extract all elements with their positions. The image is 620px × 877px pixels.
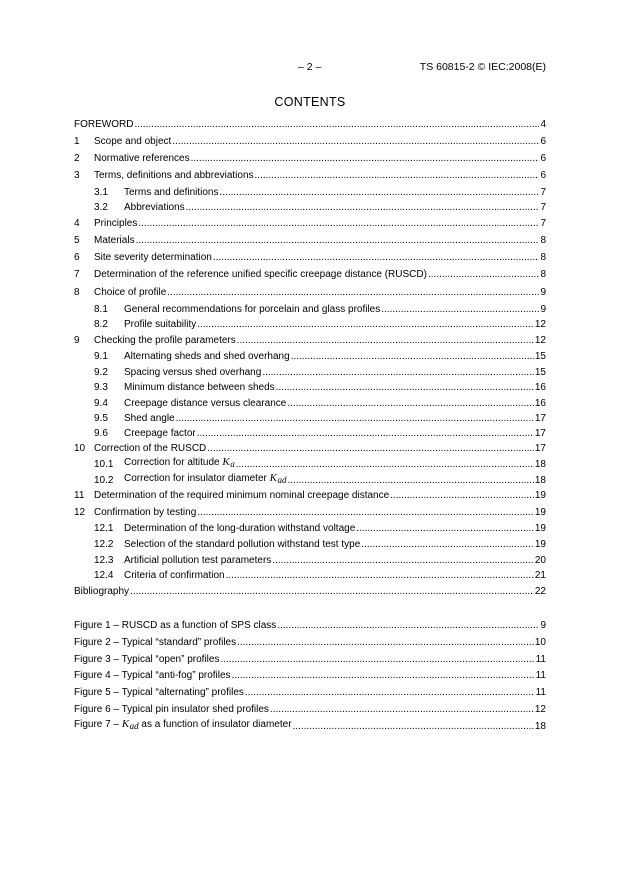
toc-entry-label: [94, 251, 212, 264]
toc-entry-title: Alternating sheds and shed overhang: [124, 351, 290, 362]
toc-entry-label: [94, 234, 135, 247]
toc-entry-number: 12.4: [94, 570, 114, 581]
toc-entry-number: 9.6: [94, 428, 108, 439]
leader-dots: [361, 538, 534, 551]
toc-entry-title: Terms, definitions and abbreviations: [94, 170, 254, 181]
toc-entry-number: 1: [74, 136, 80, 147]
figure-entry[interactable]: [74, 686, 546, 699]
page-header-doc-id: TS 60815-2 © IEC:2008(E): [419, 61, 546, 73]
toc-entry-title: Criteria of confirmation: [124, 570, 225, 581]
figure-entry[interactable]: [74, 669, 546, 682]
toc-entry-number: 5: [74, 235, 80, 246]
toc-entry[interactable]: [74, 118, 546, 131]
leader-dots: [220, 653, 534, 666]
toc-entry-page: 11: [535, 654, 546, 665]
leader-dots: [428, 268, 539, 281]
toc-entry-label: [94, 442, 206, 455]
toc-entry[interactable]: [74, 152, 546, 165]
toc-entry-title: Figure 3 – Typical “open” profiles: [74, 654, 220, 665]
toc-entry-label: [124, 412, 175, 425]
toc-entry-label: [74, 669, 231, 682]
toc-entry-title: Correction for altitude: [124, 457, 223, 468]
toc-entry[interactable]: [74, 442, 546, 455]
toc-entry-page: 17: [534, 428, 546, 439]
toc-entry-page: 18: [534, 475, 546, 486]
toc-entry[interactable]: [74, 489, 546, 502]
leader-dots: [176, 412, 534, 425]
leader-dots: [232, 669, 535, 682]
toc-entry-title: Minimum distance between sheds: [124, 382, 275, 393]
leader-dots: [186, 201, 540, 214]
toc-entry-title: Abbreviations: [124, 202, 185, 213]
toc-entry-title: Figure 5 – Typical “alternating” profiles: [74, 687, 244, 698]
toc-entry-title: Figure 4 – Typical “anti-fog” profiles: [74, 670, 231, 681]
toc-entry-number: 3.1: [94, 187, 108, 198]
toc-entry-page: 19: [534, 490, 546, 501]
toc-entry-title-cont: as a function of insulator diameter: [138, 719, 292, 730]
toc-entry[interactable]: [74, 522, 546, 535]
toc-entry-label: [74, 585, 129, 598]
k-symbol: Ka: [222, 456, 235, 469]
toc-entry-number: 9.2: [94, 367, 108, 378]
toc-entry-page: 15: [534, 367, 546, 378]
toc-entry[interactable]: [74, 268, 546, 281]
toc-entry-label: [124, 186, 219, 199]
toc-entry-page: 9: [540, 620, 546, 631]
toc-entry-number: 11: [74, 490, 85, 501]
toc-entry-label: [74, 636, 236, 649]
toc-entry-title: Terms and definitions: [124, 187, 219, 198]
leader-dots: [197, 318, 534, 331]
toc-entry-number: 9.1: [94, 351, 108, 362]
leader-dots: [197, 506, 534, 519]
toc-entry-label: [94, 135, 171, 148]
toc-entry-title: Selection of the standard pollution withstand test type: [124, 539, 361, 550]
toc-entry-page: 7: [540, 202, 546, 213]
leader-dots: [136, 234, 540, 247]
toc-entry[interactable]: [74, 318, 546, 331]
toc-entry-title: Figure 1 – RUSCD as a function of SPS class: [74, 620, 277, 631]
toc-entry-page: 7: [540, 218, 546, 229]
toc-entry-label: [74, 619, 276, 632]
toc-entry-label: [94, 268, 427, 281]
toc-entry-page: 4: [540, 119, 546, 130]
toc-entry-page: 19: [534, 507, 546, 518]
toc-entry[interactable]: [74, 286, 546, 299]
toc-entry-title: Figure 2 – Typical “standard” profiles: [74, 637, 237, 648]
toc-entry-title: Scope and object: [94, 136, 172, 147]
toc-entry-label: [124, 366, 261, 379]
toc-entry-title: Normative references: [94, 153, 190, 164]
toc-entry-number: 4: [74, 218, 80, 229]
leader-dots: [220, 186, 540, 199]
toc-entry-label: [94, 152, 190, 165]
toc-entry-number: 9.5: [94, 413, 108, 424]
toc-entry-page: 16: [534, 382, 546, 393]
toc-entry-title: Determination of the long-duration withstand voltage: [124, 523, 356, 534]
toc-entry[interactable]: [74, 169, 546, 182]
toc-entry-page: 6: [540, 136, 546, 147]
toc-entry-number: 7: [74, 269, 80, 280]
leader-dots: [237, 636, 534, 649]
toc-entry-page: 6: [540, 153, 546, 164]
leader-dots: [356, 522, 534, 535]
leader-dots: [381, 303, 539, 316]
toc-entry[interactable]: [74, 554, 546, 567]
k-symbol: Kad: [121, 718, 139, 731]
toc-entry-label: [124, 318, 196, 331]
toc-entry-page: 17: [534, 443, 546, 454]
toc-entry[interactable]: [74, 217, 546, 230]
leader-dots: [262, 366, 534, 379]
toc-entry-label: [94, 506, 196, 519]
toc-entry-title: Figure 6 – Typical pin insulator shed profiles: [74, 704, 269, 715]
toc-entry-page: 20: [534, 555, 546, 566]
toc-entry-page: 15: [534, 351, 546, 362]
toc-entry-label: [124, 456, 235, 471]
toc-entry-label: [124, 303, 380, 316]
toc-entry[interactable]: [74, 201, 546, 214]
leader-dots: [207, 442, 534, 455]
leader-dots: [287, 474, 533, 487]
toc-entry-label: [124, 554, 271, 567]
toc-entry-label: [124, 427, 196, 440]
toc-entry-number: 8.2: [94, 319, 108, 330]
toc-entry-page: 18: [534, 459, 546, 470]
toc-entry-title: Correction of the RUSCD: [94, 443, 207, 454]
toc-entry-page: 9: [540, 304, 546, 315]
toc-entry-number: 6: [74, 252, 80, 263]
leader-dots: [167, 286, 539, 299]
k-symbol: Kad: [269, 472, 287, 485]
figure-entry[interactable]: [74, 703, 546, 716]
toc-entry-title: Spacing versus shed overhang: [124, 367, 262, 378]
leader-dots: [277, 619, 539, 632]
leader-dots: [172, 135, 539, 148]
toc-entry-page: 22: [534, 586, 546, 597]
toc-entry[interactable]: [74, 397, 546, 410]
toc-entry-title: General recommendations for porcelain and glass profiles: [124, 304, 381, 315]
toc-entry-page: 11: [535, 670, 546, 681]
toc-entry-number: 3.2: [94, 202, 108, 213]
toc-entry[interactable]: [74, 303, 546, 316]
toc-entry-label: [124, 522, 355, 535]
toc-entry[interactable]: [74, 234, 546, 247]
toc-entry[interactable]: [74, 538, 546, 551]
toc-entry-label: [74, 653, 219, 666]
leader-dots: [191, 152, 540, 165]
leader-dots: [130, 585, 534, 598]
toc-entry-page: 19: [534, 523, 546, 534]
toc-entry-label: [94, 169, 254, 182]
leader-dots: [134, 118, 539, 131]
toc-entry-title: Creepage distance versus clearance: [124, 398, 287, 409]
toc-entry-page: 21: [534, 570, 546, 581]
toc-entry-page: 17: [534, 413, 546, 424]
k-subscript: ad: [277, 475, 287, 485]
toc-entry-label: [124, 569, 225, 582]
toc-entry-label: [74, 703, 269, 716]
figure-entry[interactable]: [74, 720, 546, 733]
leader-dots: [293, 720, 534, 733]
toc-entry-number: 2: [74, 153, 80, 164]
toc-entry-label: [94, 489, 389, 502]
toc-entry-label: [124, 538, 360, 551]
leader-dots: [237, 334, 534, 347]
toc-entry-label: [74, 686, 244, 699]
toc-entry-title: Determination of the required minimum nominal creepage distance: [94, 490, 390, 501]
toc-entry-page: 16: [534, 398, 546, 409]
toc-entry-label: [124, 381, 275, 394]
toc-entry-number: 3: [74, 170, 80, 181]
toc-entry-page: 12: [534, 335, 546, 346]
figure-entry[interactable]: [74, 619, 546, 632]
toc-entry[interactable]: [74, 506, 546, 519]
toc-entry-page: 12: [534, 704, 546, 715]
toc-entry-page: 19: [534, 539, 546, 550]
toc-entry-number: 12.1: [94, 523, 114, 534]
toc-entry-label: [94, 286, 166, 299]
toc-entry-page: 6: [540, 170, 546, 181]
toc-entry-number: 12: [74, 507, 86, 518]
leader-dots: [226, 569, 534, 582]
toc-entry-number: 12.2: [94, 539, 114, 550]
toc-entry-number: 9.3: [94, 382, 108, 393]
k-subscript: ad: [129, 721, 139, 731]
page-header-number: – 2 –: [298, 61, 322, 73]
toc-entry[interactable]: [74, 135, 546, 148]
leader-dots: [213, 251, 540, 264]
toc-entry-title: Shed angle: [124, 413, 175, 424]
toc-entry-title: Site severity determination: [94, 252, 212, 263]
toc-entry[interactable]: [74, 334, 546, 347]
toc-entry-label: [94, 334, 236, 347]
toc-entry-label: [74, 118, 133, 131]
leader-dots: [390, 489, 534, 502]
figure-entry[interactable]: [74, 653, 546, 666]
toc-entry-title: Confirmation by testing: [94, 507, 197, 518]
leader-dots: [236, 458, 534, 471]
leader-dots: [270, 703, 534, 716]
leader-dots: [255, 169, 540, 182]
toc-entry[interactable]: [74, 585, 546, 598]
toc-entry-number: 12.3: [94, 555, 114, 566]
toc-entry-title: Figure 7 –: [74, 719, 122, 730]
toc-entry-page: 18: [534, 721, 546, 732]
toc-entry-page: 8: [540, 269, 546, 280]
toc-entry-number: 9: [74, 335, 80, 346]
toc-entry-label: [124, 397, 286, 410]
leader-dots: [272, 554, 534, 567]
toc-entry-label: [124, 472, 286, 487]
toc-entry-label: [74, 718, 292, 733]
toc-entry-page: 8: [540, 252, 546, 263]
toc-entry-title: FOREWORD: [74, 119, 134, 130]
toc-entry-number: 9.4: [94, 398, 108, 409]
toc-entry-page: 7: [540, 187, 546, 198]
leader-dots: [245, 686, 535, 699]
toc-entry-title: Checking the profile parameters: [94, 335, 236, 346]
toc-entry-title: Correction for insulator diameter: [124, 473, 270, 484]
toc-entry-number: 10.2: [94, 475, 114, 486]
toc-entry-page: 10: [534, 637, 546, 648]
leader-dots: [197, 427, 534, 440]
figure-entry[interactable]: [74, 636, 546, 649]
toc-entry[interactable]: [74, 251, 546, 264]
toc-entry-number: 10: [74, 443, 86, 454]
toc-entry[interactable]: [74, 474, 546, 487]
toc-entry[interactable]: [74, 381, 546, 394]
toc-entry[interactable]: [74, 412, 546, 425]
toc-entry-title: Bibliography: [74, 586, 130, 597]
leader-dots: [287, 397, 534, 410]
toc-entry-title: Artificial pollution test parameters: [124, 555, 272, 566]
page-title: CONTENTS: [274, 95, 346, 109]
toc-entry[interactable]: [74, 569, 546, 582]
toc-entry-page: 11: [535, 687, 546, 698]
toc-entry[interactable]: [74, 458, 546, 471]
toc-entry-page: 8: [540, 235, 546, 246]
toc-entry-number: 8: [74, 287, 80, 298]
toc-entry-page: 9: [540, 287, 546, 298]
k-subscript: a: [230, 459, 235, 469]
toc-entry[interactable]: [74, 350, 546, 363]
toc-entry-label: [94, 217, 137, 230]
toc-entry-title: Profile suitability: [124, 319, 197, 330]
toc-entry-title: Materials: [94, 235, 135, 246]
toc-entry-title: Principles: [94, 218, 138, 229]
toc-entry[interactable]: [74, 186, 546, 199]
toc-entry[interactable]: [74, 366, 546, 379]
toc-entry-title: Choice of profile: [94, 287, 167, 298]
toc-entry-number: 8.1: [94, 304, 108, 315]
leader-dots: [276, 381, 534, 394]
toc-entry-title: Determination of the reference unified specific creepage distance (RUSCD): [94, 269, 427, 280]
leader-dots: [138, 217, 539, 230]
toc-entry-title: Creepage factor: [124, 428, 196, 439]
leader-dots: [291, 350, 534, 363]
toc-entry[interactable]: [74, 427, 546, 440]
toc-entry-number: 10.1: [94, 459, 114, 470]
toc-entry-label: [124, 201, 185, 214]
toc-entry-label: [124, 350, 290, 363]
toc-entry-page: 12: [534, 319, 546, 330]
